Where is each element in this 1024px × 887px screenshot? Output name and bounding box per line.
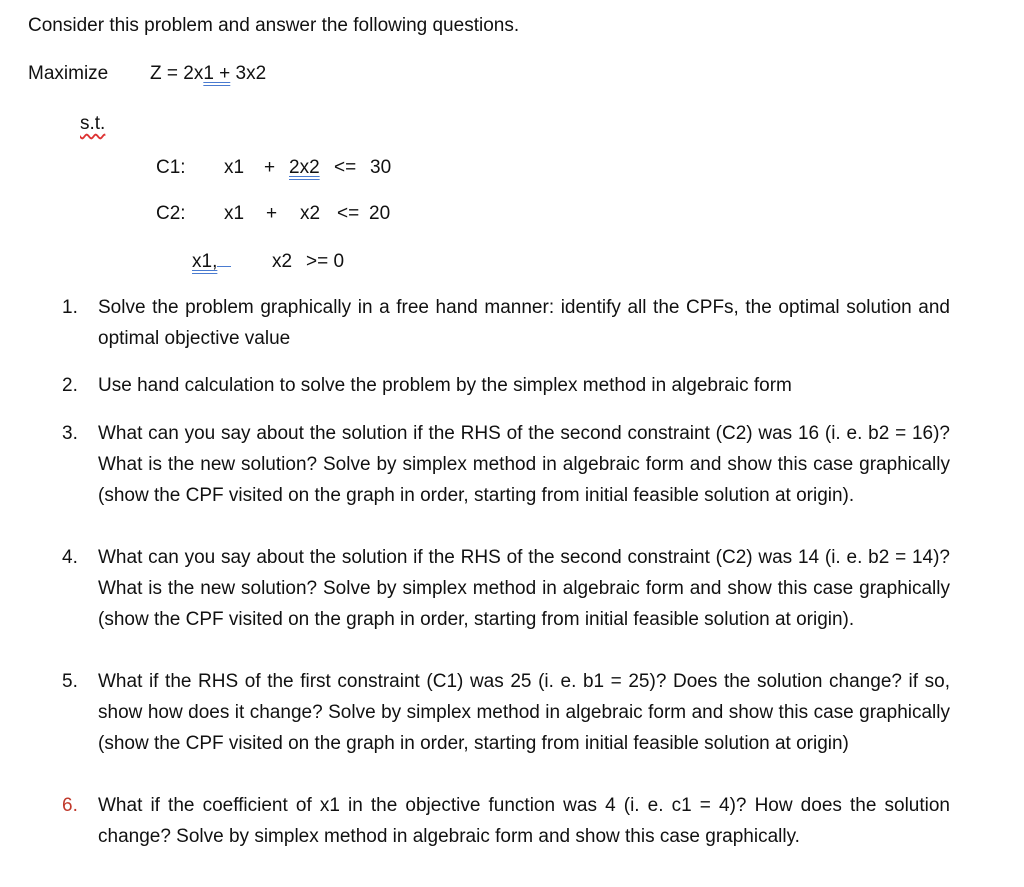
question-number: 1. xyxy=(62,297,78,318)
question-text: Solve the problem graphically in a free hand manner: identify all the CPFs, the optimal solution and optimal objective value xyxy=(98,297,950,349)
question-text: What can you say about the solution if the RHS of the second constraint (C2) was 16 (i. e. b2 = 16)? What is the new solution? Solve by simplex method in algebraic form and show this case graphically (show the CPF visited on the graph in order, starting from initial feasible solution at origin). xyxy=(98,423,950,506)
question-number: 6. xyxy=(62,795,78,816)
constraint-c2-lhs-a: x1 xyxy=(224,203,245,224)
question-item xyxy=(62,666,950,790)
nonneg-rel: >= 0 xyxy=(306,251,345,272)
question-number: 4. xyxy=(62,547,78,568)
question-number: 5. xyxy=(62,671,78,692)
question-item xyxy=(62,292,950,354)
constraint-c1-rel: <= xyxy=(334,157,357,178)
objective-function xyxy=(150,62,266,86)
constraint-c2-rhs: 20 xyxy=(369,203,391,224)
objective-prefix: Z = 2x xyxy=(150,63,204,84)
constraint-c2-label: C2: xyxy=(156,203,186,224)
constraint-c1-lhs-a: x1 xyxy=(224,157,245,178)
constraint-c2-lhs-b: x2 xyxy=(300,203,321,224)
constraint-c1-lhs-b-text: 2x2 xyxy=(289,157,320,178)
question-number: 3. xyxy=(62,423,78,444)
nonneg-x1 xyxy=(192,250,231,274)
constraint-c1-lhs-b xyxy=(289,156,320,180)
question-item xyxy=(62,418,950,542)
intro-text: Consider this problem and answer the following questions. xyxy=(28,15,520,36)
objective-underlined: 1 + xyxy=(203,63,231,84)
constraint-c1-label: C1: xyxy=(156,157,186,178)
objective-label: Maximize xyxy=(28,63,109,84)
objective-suffix: 3x2 xyxy=(230,63,267,84)
constraint-c2-op: + xyxy=(266,203,278,224)
question-item xyxy=(62,790,950,883)
question-text: Use hand calculation to solve the problem by the simplex method in algebraic form xyxy=(98,375,792,396)
constraint-c1-op: + xyxy=(264,157,276,178)
question-item xyxy=(62,370,950,401)
subject-to-label: s.t. xyxy=(80,113,106,134)
constraint-c2-rel: <= xyxy=(337,203,360,224)
nonneg-x2: x2 xyxy=(272,251,293,272)
question-number: 2. xyxy=(62,375,78,396)
question-item xyxy=(62,542,950,666)
nonneg-x1-text: x1, xyxy=(192,251,218,272)
constraint-c1-rhs: 30 xyxy=(370,157,392,178)
question-text: What can you say about the solution if the RHS of the second constraint (C2) was 14 (i. e. b2 = 14)? What is the new solution? Solve by simplex method in algebraic form and show this case graphically (show the CPF visited on the graph in order, starting from initial feasible solution at origin). xyxy=(98,547,950,630)
question-text: What if the RHS of the first constraint (C1) was 25 (i. e. b1 = 25)? Does the solution change? if so, show how does it change? Solve by simplex method in algebraic form and show this case graphically (show the CPF visited on the graph in order, starting from initial feasible solution at origin) xyxy=(98,671,950,754)
question-text: What if the coefficient of x1 in the objective function was 4 (i. e. c1 = 4)? How does the solution change? Solve by simplex method in algebraic form and show this case graphically. xyxy=(98,795,950,847)
